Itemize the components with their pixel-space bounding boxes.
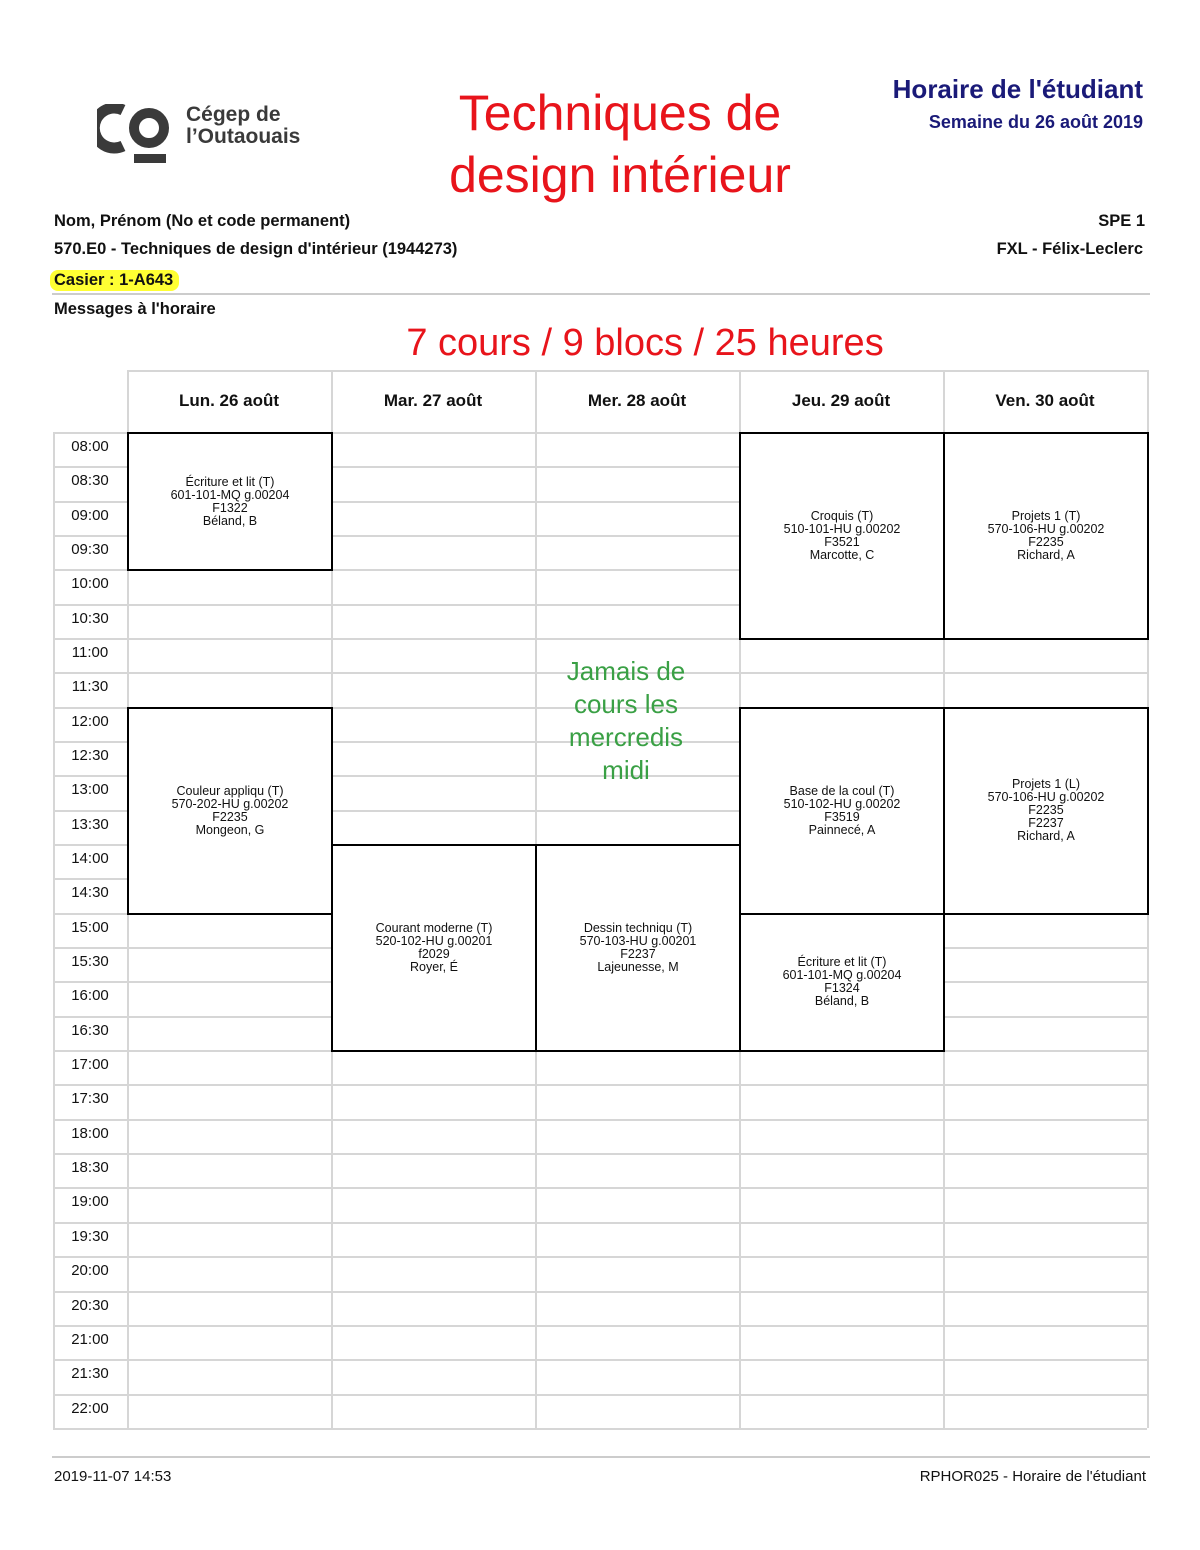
- course-summary: 7 cours / 9 blocs / 25 heures: [406, 322, 884, 364]
- time-label: 09:00: [71, 506, 109, 524]
- time-label: 21:30: [71, 1365, 109, 1383]
- course-block[interactable]: [535, 844, 741, 1052]
- course-line: F2235: [1028, 803, 1064, 818]
- course-line: F2237: [1028, 816, 1064, 831]
- time-label: 22:00: [71, 1399, 109, 1417]
- course-line: Courant moderne (T): [375, 921, 493, 936]
- course-line: 601-101-MQ g.00204: [170, 487, 290, 502]
- course-line: Mongeon, G: [195, 822, 265, 837]
- program-title: Techniques de design intérieur: [449, 85, 791, 203]
- course-line: 510-102-HU g.00202: [783, 796, 901, 811]
- time-label: 10:00: [71, 575, 109, 593]
- course-block[interactable]: [739, 913, 945, 1052]
- time-label: 09:30: [71, 541, 109, 559]
- time-label: 16:00: [71, 987, 109, 1005]
- grid-line: [53, 1256, 1147, 1258]
- course-line: Richard, A: [1017, 548, 1075, 563]
- course-line: Béland, B: [814, 994, 870, 1009]
- grid-line: [53, 1187, 1147, 1189]
- grid-line: [53, 1084, 1147, 1086]
- time-label: 11:00: [71, 644, 109, 662]
- course-line: Béland, B: [202, 513, 258, 528]
- course-block[interactable]: [127, 432, 333, 571]
- course-line: 520-102-HU g.00201: [375, 934, 493, 949]
- time-label: 11:30: [71, 678, 109, 696]
- time-label: 20:30: [71, 1296, 109, 1314]
- course-block[interactable]: [127, 707, 333, 915]
- day-header: Ven. 30 août: [995, 391, 1095, 410]
- grid-line: [53, 1394, 1147, 1396]
- course-line: 510-101-HU g.00202: [783, 522, 901, 537]
- course-line: F1322: [212, 500, 248, 515]
- grid-line: [53, 1153, 1147, 1155]
- course-line: Lajeunesse, M: [597, 960, 679, 975]
- course-line: F1324: [824, 981, 860, 996]
- course-line: Couleur appliqu (T): [176, 783, 284, 798]
- grid-line: [53, 1222, 1147, 1224]
- time-label: 17:30: [71, 1090, 109, 1108]
- course-line: Dessin techniqu (T): [583, 921, 693, 936]
- page-title: Horaire de l'étudiant: [892, 74, 1143, 104]
- course-line: F2237: [620, 947, 656, 962]
- time-label: 18:30: [71, 1159, 109, 1177]
- course-line: f2029: [418, 947, 450, 962]
- logo-line2: l’Outaouais: [186, 125, 301, 148]
- course-block[interactable]: [943, 707, 1149, 915]
- time-label: 14:30: [71, 884, 109, 902]
- student-level: SPE 1: [1098, 212, 1145, 230]
- grid-line: [53, 1428, 1147, 1430]
- schedule-grid: [53, 370, 1147, 1428]
- course-line: Croquis (T): [810, 509, 874, 524]
- time-label: 13:00: [71, 781, 109, 799]
- campus: FXL - Félix-Leclerc: [996, 240, 1143, 258]
- day-header: Mer. 28 août: [587, 391, 687, 410]
- logo-text: [186, 104, 300, 148]
- course-block[interactable]: [739, 707, 945, 915]
- time-label: 18:00: [71, 1124, 109, 1142]
- time-label: 15:00: [71, 918, 109, 936]
- course-line: 570-103-HU g.00201: [579, 934, 697, 949]
- messages-label: Messages à l'horaire: [54, 300, 216, 318]
- time-label: 20:00: [71, 1262, 109, 1280]
- day-header: Mar. 27 août: [383, 391, 483, 410]
- annotation-note: Jamais de cours les mercredis midi: [566, 656, 686, 785]
- course-line: Projets 1 (L): [1011, 777, 1081, 792]
- time-label: 15:30: [71, 953, 109, 971]
- course-line: Écriture et lit (T): [185, 474, 275, 489]
- student-program: 570.E0 - Techniques de design d'intérieur (1944273): [54, 240, 458, 258]
- cegep-logo-icon: [97, 104, 173, 168]
- course-block[interactable]: [943, 432, 1149, 640]
- course-line: Royer, É: [410, 960, 458, 975]
- locker-badge: Casier : 1-A643: [50, 270, 179, 291]
- day-header: Jeu. 29 août: [791, 391, 891, 410]
- time-label: 19:30: [71, 1227, 109, 1245]
- time-label: 16:30: [71, 1021, 109, 1039]
- time-label: 08:30: [71, 472, 109, 490]
- course-line: Richard, A: [1017, 829, 1075, 844]
- print-timestamp: 2019-11-07 14:53: [54, 1468, 172, 1485]
- course-line: F3519: [824, 809, 860, 824]
- time-label: 17:00: [71, 1056, 109, 1074]
- grid-line: [53, 1291, 1147, 1293]
- course-line: 570-202-HU g.00202: [171, 796, 289, 811]
- course-line: 601-101-MQ g.00204: [782, 968, 902, 983]
- grid-line: [53, 1325, 1147, 1327]
- course-line: 570-106-HU g.00202: [987, 790, 1105, 805]
- report-name: RPHOR025 - Horaire de l'étudiant: [919, 1468, 1146, 1485]
- week-label: Semaine du 26 août 2019: [928, 112, 1143, 132]
- divider: [52, 293, 1150, 295]
- time-label: 08:00: [71, 438, 109, 455]
- time-label: 13:30: [71, 815, 109, 833]
- grid-line: [53, 1359, 1147, 1361]
- course-line: F3521: [824, 535, 860, 550]
- course-line: Base de la coul (T): [789, 783, 895, 798]
- course-block[interactable]: [331, 844, 537, 1052]
- time-label: 19:00: [71, 1193, 109, 1211]
- time-label: 12:00: [71, 712, 109, 730]
- time-label: 21:00: [71, 1330, 109, 1348]
- course-line: Écriture et lit (T): [797, 955, 887, 970]
- course-line: F2235: [1028, 535, 1064, 550]
- logo-line1: Cégep de: [186, 103, 281, 126]
- course-line: Projets 1 (T): [1011, 509, 1081, 524]
- course-block[interactable]: [739, 432, 945, 640]
- course-line: 570-106-HU g.00202: [987, 522, 1105, 537]
- time-label: 12:30: [71, 747, 109, 765]
- day-header: Lun. 26 août: [178, 391, 280, 410]
- course-line: F2235: [212, 809, 248, 824]
- course-line: Painnecé, A: [808, 822, 876, 837]
- time-label: 14:00: [71, 850, 109, 868]
- student-name: Nom, Prénom (No et code permanent): [54, 212, 351, 230]
- footer-divider: [52, 1456, 1150, 1458]
- course-line: Marcotte, C: [809, 548, 875, 563]
- time-label: 10:30: [71, 609, 109, 627]
- grid-line: [53, 1119, 1147, 1121]
